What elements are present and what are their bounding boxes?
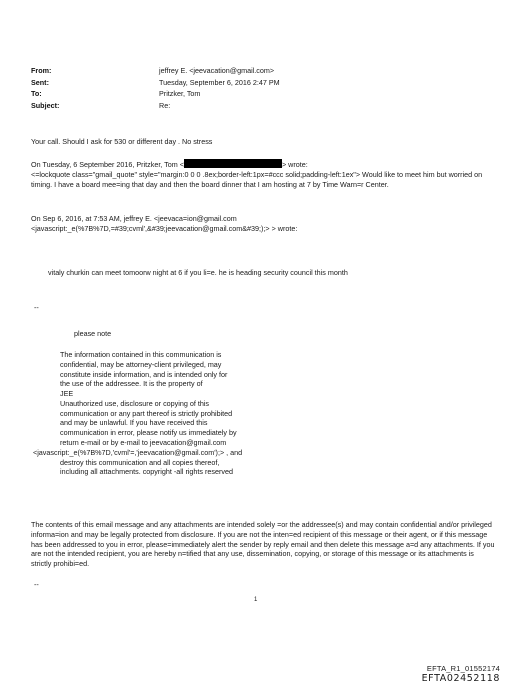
quote2-line2: <javascript:_e(%7B%7D,=#39;cvml',&#39;jeevacation@gmail.com&#39;);> > wrote: (31, 223, 298, 233)
quote-intro-line (31, 159, 493, 170)
to-label: To: (31, 89, 42, 99)
disclaimer-line: the use of the addressee. It is the property of (60, 379, 203, 389)
disclaimer-line: constitute inside information, and is intended only for (60, 369, 228, 379)
subject-row (31, 101, 431, 113)
please-note: please note (74, 329, 112, 338)
disclaimer-line: The information contained in this communication is (60, 350, 222, 359)
disclaimer-line: Unauthorized use, disclosure or copying of this (60, 398, 210, 408)
disclaimer-line: and may be unlawful. If you have received this (60, 418, 208, 428)
disclaimer-line: <javascript:_e(%7B%7D,'cvml'=,'jeevacation@gmail.com');> , and (33, 447, 243, 457)
quote-intro-before: On Tuesday, 6 September 2016, Pritzker, Tom < (31, 160, 184, 169)
sent-label: Sent: (31, 77, 49, 87)
sent-value: Tuesday, September 6, 2016 2:47 PM (159, 77, 280, 87)
page-number: 1 (254, 597, 258, 603)
reply-text: Your call. Should I ask for 530 or different day . No stress (31, 137, 213, 146)
disclaimer-line: destroy this communication and all copies thereof, (60, 457, 220, 467)
signature-separator-2: -- (34, 580, 39, 589)
signature-separator-1: -- (34, 303, 39, 312)
inner-message: vitaly churkin can meet tomoorw night at 6 if you li=e. he is heading security council this month (48, 268, 348, 277)
subject-label: Subject: (31, 100, 60, 110)
from-value: jeffrey E. <jeevacation@gmail.com> (159, 66, 275, 75)
quoted-message-2-header (31, 214, 493, 234)
disclaimer-line: including all attachments. copyright -all rights reserved (60, 467, 233, 477)
disclaimer-line: confidential, may be attorney-client privileged, may (60, 359, 222, 369)
sent-row (31, 78, 431, 90)
from-label: From: (31, 66, 52, 75)
disclaimer-line: JEE (60, 389, 74, 399)
disclaimer-line: return e-mail or by e-mail to jeevacation@gmail.com (60, 438, 227, 448)
disclaimer-block (33, 350, 320, 477)
quoted-message-1 (31, 159, 493, 189)
to-row (31, 89, 431, 101)
quote-body: <=lockquote class="gmail_quote" style="margin:0 0 0 .8ex;border-left:1px=#ccc solid;padding-left:1ex"> Would like to meet him but worried on timing. I have a board mee=ing that day and then the board dinner that I am hosting at 7 by Time Warn=r Center. (31, 169, 483, 189)
redaction-box (184, 159, 282, 168)
disclaimer-line: communication in error, please notify us immediately by (60, 428, 237, 438)
from-row (31, 66, 431, 78)
confidentiality-notice: The contents of this email message and any attachments are intended solely =or the addressee(s) and may contain confidential and/or privileged informa=ion and may be legally protected from disclosure. If you are not the inten=ed recipient of this message or their agent, or if this message has been addressed to you in error, please=immediately alert the sender by reply email and then delete this message a=d any attachments. If you are not the intended recipient, you are hereby n=tified that any use, dissemination, copying, or storage of this message or its attachments is strictly prohibi=ed. (31, 520, 495, 569)
bates-number-primary: EFTA_R1_01552174 (426, 664, 500, 673)
to-value: Pritzker, Tom (159, 89, 201, 99)
email-header (31, 66, 431, 112)
quote-intro-after: > wrote: (281, 160, 308, 169)
disclaimer-line: communication or any part thereof is strictly prohibited (60, 408, 233, 418)
bates-number-secondary: EFTA02452118 (421, 673, 500, 684)
quote2-line1: On Sep 6, 2016, at 7:53 AM, jeffrey E. <jeevaca=ion@gmail.com (31, 214, 237, 223)
subject-value: Re: (159, 100, 171, 110)
